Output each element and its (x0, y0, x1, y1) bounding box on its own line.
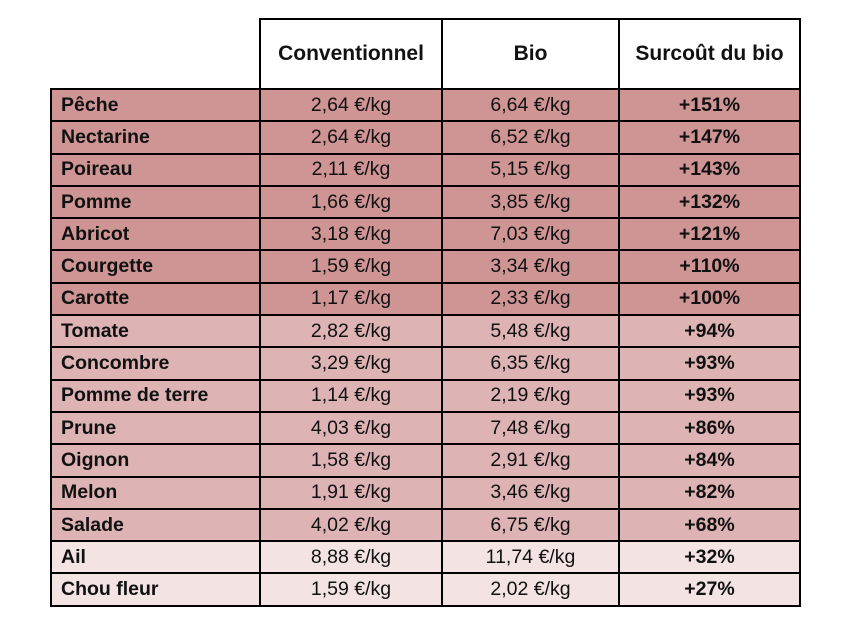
surcharge-percent-cell: +147% (619, 121, 800, 153)
table-row (51, 541, 800, 573)
surcharge-percent-cell: +121% (619, 218, 800, 250)
table-row (51, 444, 800, 476)
surcharge-percent-cell: +82% (619, 477, 800, 509)
product-name-cell: Melon (51, 477, 260, 509)
product-name-cell: Pêche (51, 89, 260, 121)
product-name-cell: Tomate (51, 315, 260, 347)
product-name-cell: Carotte (51, 283, 260, 315)
surcharge-percent-cell: +143% (619, 154, 800, 186)
bio-price-cell: 7,48 €/kg (442, 412, 619, 444)
surcharge-percent-cell: +110% (619, 250, 800, 282)
conventional-price-cell: 1,17 €/kg (260, 283, 442, 315)
surcharge-percent-cell: +68% (619, 509, 800, 541)
table-row (51, 347, 800, 379)
table-row (51, 573, 800, 605)
surcharge-percent-cell: +93% (619, 347, 800, 379)
table-row (51, 154, 800, 186)
conventional-price-cell: 2,64 €/kg (260, 121, 442, 153)
table-row (51, 477, 800, 509)
product-name-cell: Oignon (51, 444, 260, 476)
conventional-price-cell: 1,59 €/kg (260, 250, 442, 282)
product-name-cell: Pomme de terre (51, 380, 260, 412)
table-row (51, 380, 800, 412)
conventional-price-cell: 8,88 €/kg (260, 541, 442, 573)
conventional-price-cell: 1,58 €/kg (260, 444, 442, 476)
bio-price-cell: 3,46 €/kg (442, 477, 619, 509)
table-row (51, 283, 800, 315)
table-row (51, 250, 800, 282)
bio-price-cell: 6,35 €/kg (442, 347, 619, 379)
conventional-price-cell: 3,29 €/kg (260, 347, 442, 379)
table-row (51, 509, 800, 541)
product-name-cell: Poireau (51, 154, 260, 186)
table-row (51, 412, 800, 444)
product-name-cell: Ail (51, 541, 260, 573)
product-name-cell: Courgette (51, 250, 260, 282)
surcharge-percent-cell: +84% (619, 444, 800, 476)
surcharge-percent-cell: +151% (619, 89, 800, 121)
surcharge-percent-cell: +94% (619, 315, 800, 347)
table-row (51, 121, 800, 153)
table-row (51, 218, 800, 250)
table-corner-cell (51, 19, 260, 89)
bio-price-cell: 6,52 €/kg (442, 121, 619, 153)
column-header-surcout: Surcoût du bio (619, 19, 800, 89)
table-body (51, 89, 800, 606)
conventional-price-cell: 1,14 €/kg (260, 380, 442, 412)
column-header-conventionnel: Conventionnel (260, 19, 442, 89)
bio-price-cell: 6,64 €/kg (442, 89, 619, 121)
table-row (51, 89, 800, 121)
conventional-price-cell: 4,03 €/kg (260, 412, 442, 444)
surcharge-percent-cell: +27% (619, 573, 800, 605)
product-name-cell: Pomme (51, 186, 260, 218)
bio-price-cell: 5,15 €/kg (442, 154, 619, 186)
surcharge-percent-cell: +132% (619, 186, 800, 218)
product-name-cell: Salade (51, 509, 260, 541)
bio-price-cell: 5,48 €/kg (442, 315, 619, 347)
bio-price-cell: 6,75 €/kg (442, 509, 619, 541)
bio-price-cell: 2,91 €/kg (442, 444, 619, 476)
conventional-price-cell: 2,11 €/kg (260, 154, 442, 186)
surcharge-percent-cell: +100% (619, 283, 800, 315)
surcharge-percent-cell: +86% (619, 412, 800, 444)
conventional-price-cell: 3,18 €/kg (260, 218, 442, 250)
conventional-price-cell: 2,64 €/kg (260, 89, 442, 121)
bio-price-cell: 2,33 €/kg (442, 283, 619, 315)
column-header-bio: Bio (442, 19, 619, 89)
conventional-price-cell: 4,02 €/kg (260, 509, 442, 541)
surcharge-percent-cell: +93% (619, 380, 800, 412)
bio-price-cell: 3,34 €/kg (442, 250, 619, 282)
conventional-price-cell: 1,59 €/kg (260, 573, 442, 605)
table-row (51, 315, 800, 347)
product-name-cell: Abricot (51, 218, 260, 250)
conventional-price-cell: 1,66 €/kg (260, 186, 442, 218)
header-row (51, 19, 800, 89)
surcharge-percent-cell: +32% (619, 541, 800, 573)
product-name-cell: Concombre (51, 347, 260, 379)
bio-price-cell: 7,03 €/kg (442, 218, 619, 250)
price-comparison-table (50, 18, 801, 607)
bio-price-cell: 2,19 €/kg (442, 380, 619, 412)
conventional-price-cell: 1,91 €/kg (260, 477, 442, 509)
product-name-cell: Chou fleur (51, 573, 260, 605)
table-header (51, 19, 800, 89)
bio-price-cell: 3,85 €/kg (442, 186, 619, 218)
bio-price-cell: 11,74 €/kg (442, 541, 619, 573)
table-row (51, 186, 800, 218)
bio-price-cell: 2,02 €/kg (442, 573, 619, 605)
conventional-price-cell: 2,82 €/kg (260, 315, 442, 347)
product-name-cell: Prune (51, 412, 260, 444)
product-name-cell: Nectarine (51, 121, 260, 153)
